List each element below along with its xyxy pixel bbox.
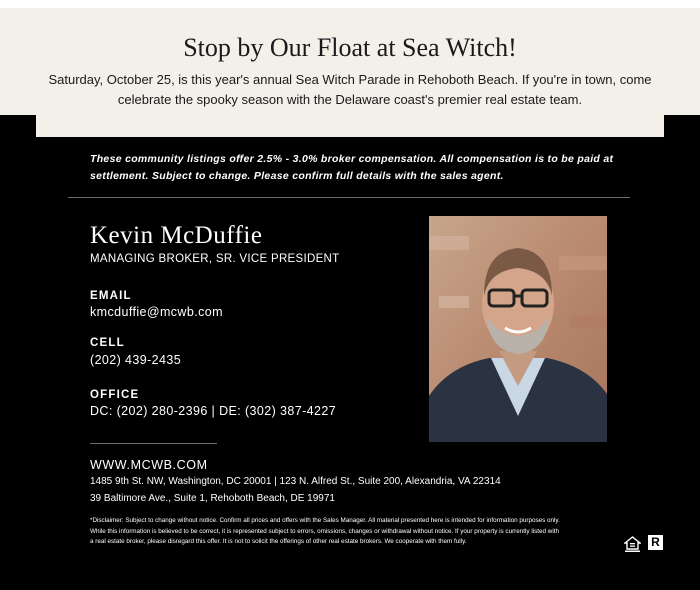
banner-title: Stop by Our Float at Sea Witch!: [183, 33, 517, 62]
compensation-notice: These community listings offer 2.5% - 3.0% broker compensation. All compensation is to be paid at settlement. Subject to change. Please confirm full details with the sales agent.: [90, 153, 614, 182]
email-label: EMAIL: [90, 290, 132, 302]
address-line-2: 39 Baltimore Ave., Suite 1, Rehoboth Beach, DE 19971: [90, 493, 335, 504]
event-banner: [0, 8, 700, 115]
banner-body: Saturday, October 25, is this year's annual Sea Witch Parade in Rehoboth Beach. If you're in town, come celebrate the spooky season with the Delaware coast's premier real estate team.: [48, 72, 652, 107]
agent-name: Kevin McDuffie: [90, 222, 263, 249]
agent-title: MANAGING BROKER, SR. VICE PRESIDENT: [90, 253, 340, 265]
office-label: OFFICE: [90, 389, 140, 401]
divider: [68, 197, 630, 198]
realtor-r-icon: R: [648, 535, 663, 550]
equal-housing-opportunity-icon: [624, 535, 641, 553]
cell-label: CELL: [90, 337, 125, 349]
office-phones[interactable]: DC: (202) 280-2396 | DE: (302) 387-4227: [90, 404, 337, 418]
banner-extension: [36, 115, 664, 137]
website-link[interactable]: WWW.MCWB.COM: [90, 458, 208, 472]
disclaimer: *Disclaimer: Subject to change without notice. Confirm all prices and offers with the Sales Manager. All material presented here is intended for information purposes only. While this information is believed to be correct, it is represented subject to errors, omissions, changes or withdrawal without notice. If your property is currently listed with a real estate broker, please disregard this offer. It is not to solicit the offerings of other real estate brokers. We cooperate with them fully.: [90, 517, 560, 545]
cell-phone-link[interactable]: (202) 439-2435: [90, 353, 182, 367]
email-link[interactable]: kmcduffie@mcwb.com: [90, 305, 223, 319]
agent-photo: [429, 216, 607, 442]
address-line-1: 1485 9th St. NW, Washington, DC 20001 | 123 N. Alfred St., Suite 200, Alexandria, VA 22314: [90, 476, 501, 487]
short-divider: [90, 443, 217, 444]
